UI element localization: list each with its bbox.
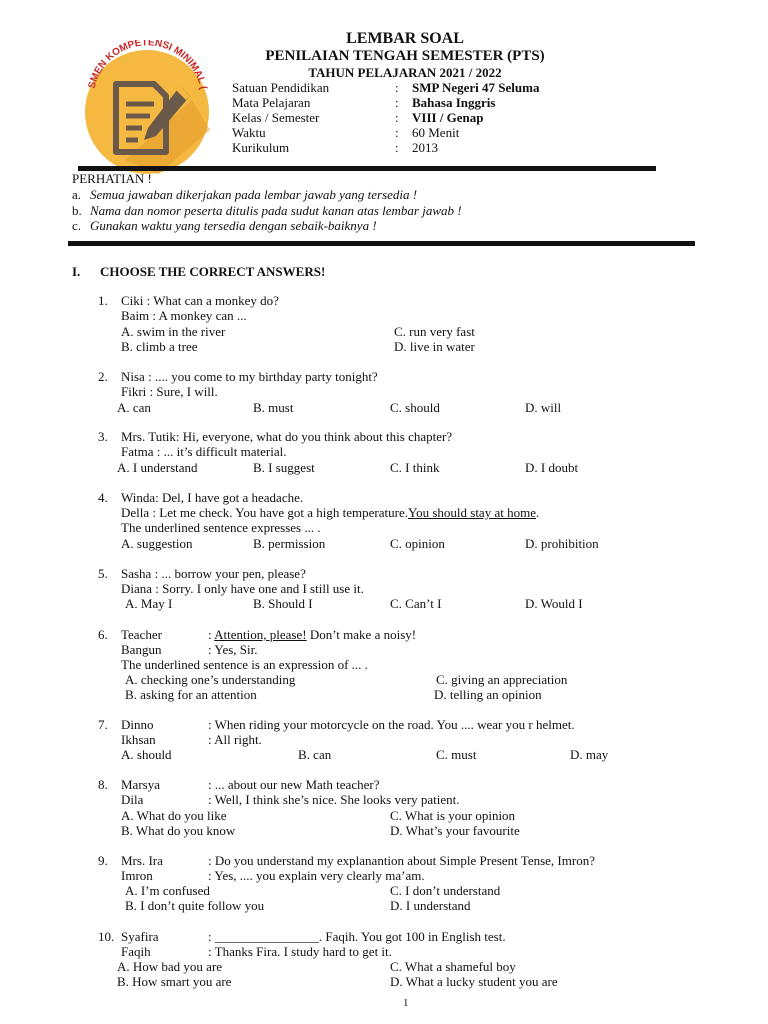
dialogue-line: Mrs. Tutik: Hi, everyone, what do you think about this chapter? [121,429,453,444]
dialogue-line: Diana : Sorry. I only have one and I still use it. [121,581,364,596]
doc-title: LEMBAR SOAL [346,30,464,47]
option-d: D. will [525,400,562,415]
option-a: A. swim in the river [121,324,226,339]
option-d: D. What a lucky student you are [390,974,558,989]
logo-arc-text: SMEN KOMPETENSI MINIMAL ( [86,40,209,91]
option-b: B. asking for an attention [125,687,257,702]
option-b: B. What do you know [121,823,236,838]
option-b: B. permission [253,536,326,551]
section-title: CHOOSE THE CORRECT ANSWERS! [100,264,326,279]
option-c: C. Can’t I [390,596,442,611]
question-number: 4. [98,490,108,505]
info-value: Bahasa Inggris [412,95,496,110]
question-number: 7. [98,717,108,732]
option-d: D. What’s your favourite [390,823,520,838]
dialogue-line: : When riding your motorcycle on the road. You .... wear you r helmet. [208,717,575,732]
notice-text: Semua jawaban dikerjakan pada lembar jawab yang tersedia ! [90,187,418,202]
akm-logo-graphic [80,40,215,175]
option-d: D. prohibition [525,536,599,551]
notice-text: Nama dan nomor peserta ditulis pada sudut kanan atas lembar jawab ! [90,203,462,218]
speaker-name: Dila [121,792,144,807]
option-a: A. should [121,747,172,762]
question-number: 10. [98,929,115,944]
option-d: D. live in water [394,339,475,354]
info-label: Mata Pelajaran [232,95,311,110]
notice-letter: b. [72,203,82,218]
info-label: Waktu [232,125,266,140]
akm-logo [80,40,215,175]
option-b: B. I suggest [253,460,315,475]
notice-letter: a. [72,187,82,202]
info-label: Kurikulum [232,140,290,155]
info-value: 2013 [412,140,438,155]
option-d: D. I understand [390,898,471,913]
notice-title: PERHATIAN ! [72,171,152,186]
option-d: D. Would I [525,596,583,611]
dialogue-line [208,627,416,642]
option-b: B. climb a tree [121,339,198,354]
question-number: 1. [98,293,108,308]
option-d: D. may [570,747,609,762]
option-c: C. giving an appreciation [436,672,568,687]
option-b: B. I don’t quite follow you [125,898,265,913]
dialogue-text: : [208,627,215,642]
info-sep: : [395,95,399,110]
option-c: C. opinion [390,536,445,551]
dialogue-line: : Yes, .... you explain very clearly ma’am. [208,868,425,883]
question-prompt: The underlined sentence expresses ... . [121,520,321,535]
speaker-name: Bangun [121,642,162,657]
speaker-name: Dinno [121,717,154,732]
question-number: 6. [98,627,108,642]
option-c: C. I don’t understand [390,883,501,898]
info-value: VIII / Genap [412,110,484,125]
dialogue-line: : Well, I think she’s nice. She looks very patient. [208,792,460,807]
divider-bottom [68,241,695,246]
dialogue-line: : Yes, Sir. [208,642,258,657]
option-a: A. I understand [117,460,198,475]
option-c: C. run very fast [394,324,475,339]
school-year: TAHUN PELAJARAN 2021 / 2022 [308,65,502,80]
dialogue-line: Ciki : What can a monkey do? [121,293,279,308]
info-sep: : [395,140,399,155]
dialogue-line: : Do you understand my explanantion about Simple Present Tense, Imron? [208,853,595,868]
info-value: SMP Negeri 47 Seluma [412,80,540,95]
dialogue-line: Fikri : Sure, I will. [121,384,218,399]
dialogue-line: Fatma : ... it’s difficult material. [121,444,287,459]
option-a: A. What do you like [121,808,227,823]
option-c: C. What a shameful boy [390,959,516,974]
dialogue-text: Don’t make a noisy! [306,627,417,642]
info-label: Kelas / Semester [232,110,320,125]
option-b: B. Should I [253,596,313,611]
dialogue-text: . [535,505,540,520]
option-d: D. telling an opinion [434,687,542,702]
info-value: 60 Menit [412,125,460,140]
info-sep: : [395,110,399,125]
divider-top [78,166,656,171]
underlined-sentence: You should stay at home [408,505,536,520]
option-a: A. can [117,400,151,415]
notice-text: Gunakan waktu yang tersedia dengan sebaik-baiknya ! [90,218,377,233]
question-number: 9. [98,853,108,868]
doc-subtitle: PENILAIAN TENGAH SEMESTER (PTS) [265,48,545,64]
speaker-name: Faqih [121,944,151,959]
underlined-sentence: Attention, please! [214,627,307,642]
question-number: 3. [98,429,108,444]
option-d: D. I doubt [525,460,579,475]
speaker-name: Imron [121,868,153,883]
question-number: 8. [98,777,108,792]
speaker-name: Teacher [121,627,162,642]
speaker-name: Mrs. Ira [121,853,163,868]
dialogue-line [121,505,539,520]
option-c: C. must [436,747,477,762]
question-number: 2. [98,369,108,384]
option-b: B. How smart you are [117,974,232,989]
option-a: A. How bad you are [117,959,223,974]
option-a: A. suggestion [121,536,193,551]
option-c: C. What is your opinion [390,808,516,823]
question-prompt: The underlined sentence is an expression of ... . [121,657,368,672]
option-a: A. checking one’s understanding [125,672,296,687]
speaker-name: Ikhsan [121,732,156,747]
option-b: B. must [253,400,294,415]
option-b: B. can [298,747,332,762]
option-c: C. I think [390,460,440,475]
option-c: C. should [390,400,440,415]
dialogue-line: Nisa : .... you come to my birthday party tonight? [121,369,378,384]
dialogue-line: Sasha : ... borrow your pen, please? [121,566,306,581]
dialogue-line: Baim : A monkey can ... [121,308,247,323]
dialogue-text: Della : Let me check. You have got a high temperature. [121,505,408,520]
info-sep: : [395,80,399,95]
speaker-name: Marsya [121,777,160,792]
page-number: 1 [403,997,409,1009]
option-a: A. I’m confused [125,883,210,898]
section-number: I. [72,264,81,279]
option-a: A. May I [125,596,173,611]
dialogue-line: : All right. [208,732,262,747]
dialogue-line: : ... about our new Math teacher? [208,777,380,792]
info-sep: : [395,125,399,140]
info-label: Satuan Pendidikan [232,80,330,95]
question-number: 5. [98,566,108,581]
dialogue-line: : ________________. Faqih. You got 100 in English test. [208,929,506,944]
notice-letter: c. [72,218,82,233]
dialogue-line: : Thanks Fira. I study hard to get it. [208,944,392,959]
dialogue-line: Winda: Del, I have got a headache. [121,490,304,505]
speaker-name: Syafira [121,929,159,944]
